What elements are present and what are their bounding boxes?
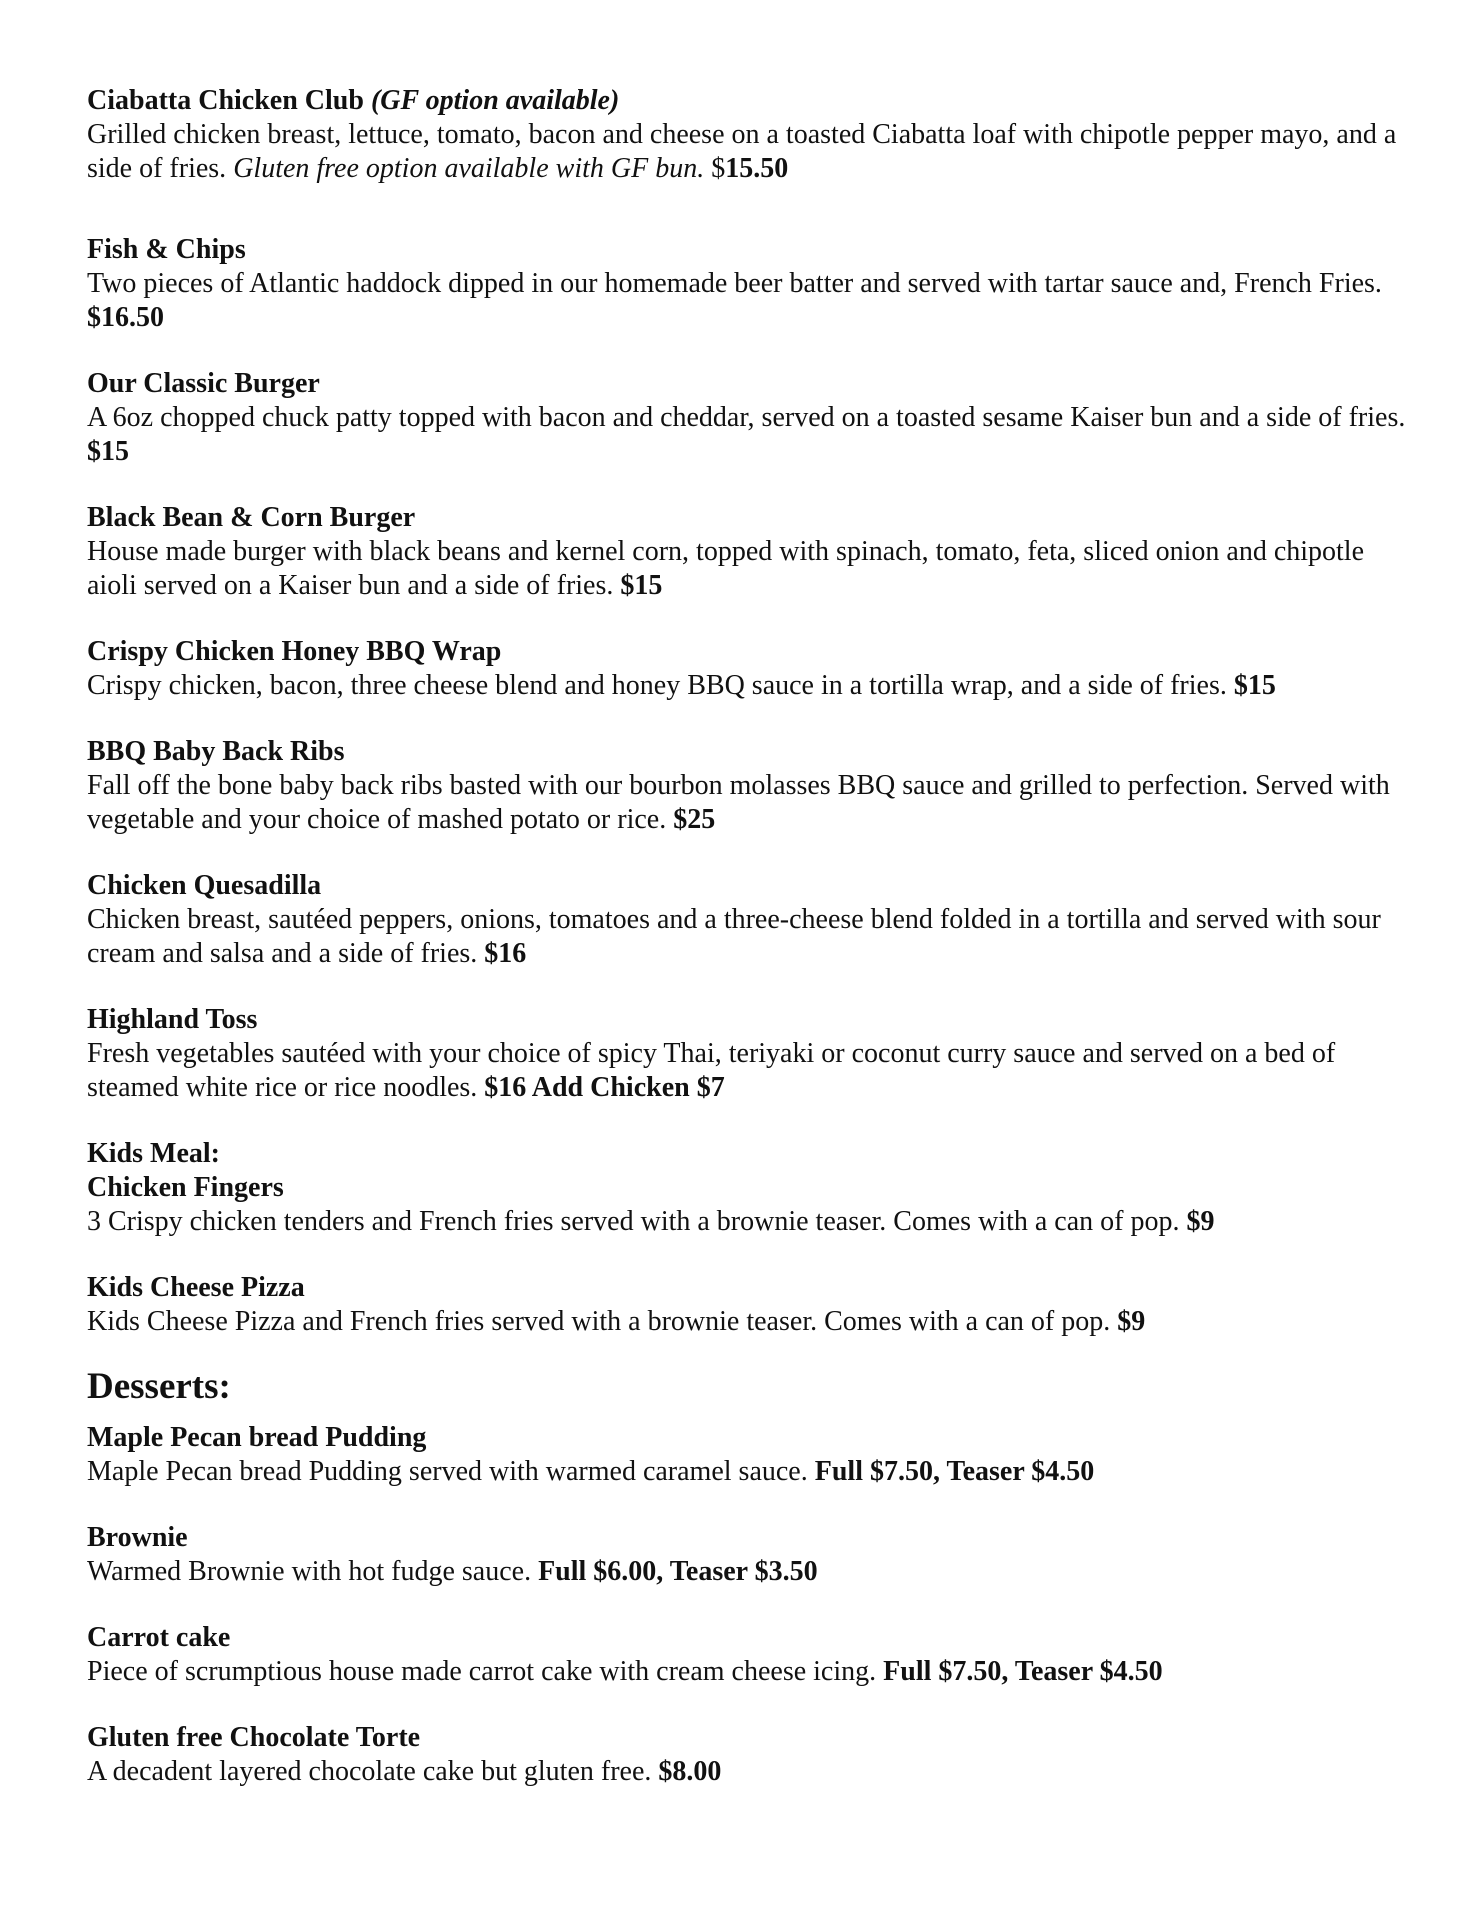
item-price: $9 xyxy=(1186,1206,1215,1237)
item-name: Black Bean & Corn Burger xyxy=(87,502,416,533)
item-price: $15 xyxy=(87,436,129,467)
item-description: House made burger with black beans and kernel corn, topped with spinach, tomato, feta, sliced onion and chipotle aioli served on a Kaiser bun and a side of fries. xyxy=(87,536,1365,601)
item-name: Our Classic Burger xyxy=(87,368,320,399)
menu-item-black-bean-corn-burger xyxy=(87,501,1417,603)
item-price: $15 xyxy=(1233,670,1276,701)
menu-item-kids-cheese-pizza xyxy=(87,1271,1417,1339)
desserts-heading: Desserts: xyxy=(87,1366,231,1407)
item-description: Grilled chicken breast, lettuce, tomato, bacon and cheese on a toasted Ciabatta loaf with chipotle pepper mayo, and a side of fries. xyxy=(87,119,1397,184)
menu-item-chicken-fingers xyxy=(87,1205,1417,1239)
item-name: Ciabatta Chicken Club xyxy=(87,85,364,116)
item-description: A decadent layered chocolate cake but gluten free. xyxy=(87,1756,652,1787)
kids-meal-section xyxy=(87,1137,1417,1239)
item-price: Full $7.50, Teaser $4.50 xyxy=(883,1656,1163,1687)
item-price: $16.50 xyxy=(87,302,164,333)
dessert-item-maple-pecan-pudding xyxy=(87,1421,1417,1489)
item-description: Maple Pecan bread Pudding served with warmed caramel sauce. xyxy=(87,1456,808,1487)
item-description: Fall off the bone baby back ribs basted with our bourbon molasses BBQ sauce and grilled to perfection. Served with vegetable and your choice of mashed potato or rice. xyxy=(87,770,1390,835)
item-name: Brownie xyxy=(87,1522,188,1553)
item-description: Two pieces of Atlantic haddock dipped in our homemade beer batter and served with tartar sauce and, French Fries. xyxy=(87,268,1382,299)
item-description: A 6oz chopped chuck patty topped with bacon and cheddar, served on a toasted sesame Kaiser bun and a side of fries. xyxy=(87,402,1406,433)
item-price: Full $7.50, Teaser $4.50 xyxy=(814,1456,1095,1487)
item-description: Warmed Brownie with hot fudge sauce. xyxy=(87,1556,532,1587)
gf-bun-note: Gluten free option available with GF bun. xyxy=(233,153,705,184)
item-description: Kids Cheese Pizza and French fries served with a brownie teaser. Comes with a can of pop. xyxy=(87,1306,1111,1337)
item-price: Full $6.00, Teaser $3.50 xyxy=(538,1556,818,1587)
item-name: Highland Toss xyxy=(87,1004,258,1035)
item-price: $15 xyxy=(620,570,663,601)
item-name: Kids Cheese Pizza xyxy=(87,1272,305,1303)
item-price: $25 xyxy=(673,804,716,835)
item-name: Carrot cake xyxy=(87,1622,231,1653)
dessert-item-brownie xyxy=(87,1521,1417,1589)
item-name: BBQ Baby Back Ribs xyxy=(87,736,345,767)
menu-page xyxy=(87,84,1417,1789)
menu-item-classic-burger xyxy=(87,367,1417,469)
item-description: Crispy chicken, bacon, three cheese blend and honey BBQ sauce in a tortilla wrap, and a side of fries. xyxy=(87,670,1227,701)
currency-symbol: $ xyxy=(711,153,726,184)
item-name: Fish & Chips xyxy=(87,234,246,265)
menu-item-chicken-quesadilla xyxy=(87,869,1417,971)
menu-item-bbq-ribs xyxy=(87,735,1417,837)
item-name: Crispy Chicken Honey BBQ Wrap xyxy=(87,636,502,667)
item-description: Piece of scrumptious house made carrot cake with cream cheese icing. xyxy=(87,1656,877,1687)
item-name: Gluten free Chocolate Torte xyxy=(87,1722,421,1753)
kids-meal-heading: Kids Meal: xyxy=(87,1138,220,1169)
item-name: Maple Pecan bread Pudding xyxy=(87,1422,427,1453)
menu-item-ciabatta-chicken-club xyxy=(87,84,1417,186)
item-name: Chicken Quesadilla xyxy=(87,870,322,901)
menu-item-highland-toss xyxy=(87,1003,1417,1105)
item-price: $16 xyxy=(484,938,527,969)
item-price: $8.00 xyxy=(658,1756,722,1787)
item-name: Chicken Fingers xyxy=(87,1172,284,1203)
item-price: 15.50 xyxy=(725,153,789,184)
item-description: Fresh vegetables sautéed with your choice of spicy Thai, teriyaki or coconut curry sauce and served on a bed of steamed white rice or rice noodles. xyxy=(87,1038,1336,1103)
item-description: Chicken breast, sautéed peppers, onions, tomatoes and a three-cheese blend folded in a tortilla and served with sour cream and salsa and a side of fries. xyxy=(87,904,1381,969)
item-price: $9 xyxy=(1117,1306,1146,1337)
item-price: $16 Add Chicken $7 xyxy=(484,1072,725,1103)
dessert-item-carrot-cake xyxy=(87,1621,1417,1689)
gf-option-note: (GF option available) xyxy=(370,85,620,116)
menu-item-fish-and-chips xyxy=(87,233,1417,335)
menu-item-honey-bbq-wrap xyxy=(87,635,1417,703)
dessert-item-chocolate-torte xyxy=(87,1721,1417,1789)
item-description: 3 Crispy chicken tenders and French fries served with a brownie teaser. Comes with a can of pop. xyxy=(87,1206,1180,1237)
